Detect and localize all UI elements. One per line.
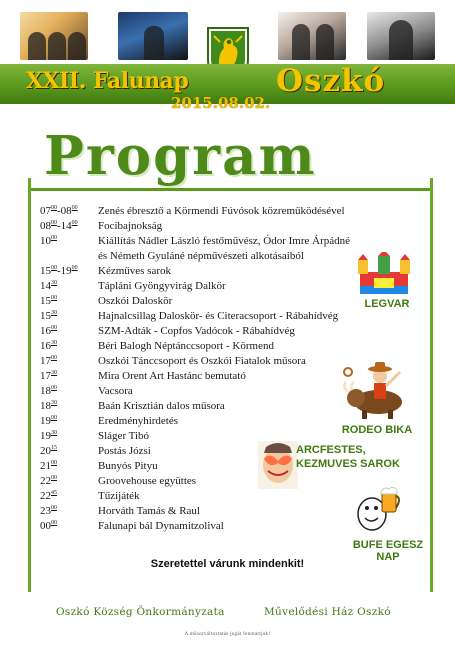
frame-left-rule (28, 178, 31, 592)
schedule-time: $18^{00}$ (40, 385, 57, 397)
frame-right-rule (430, 178, 433, 592)
schedule-row (40, 489, 360, 504)
photo-brass-band (20, 12, 88, 60)
bouncy-castle-icon (356, 252, 412, 296)
schedule-event: Focibajnokság (98, 220, 163, 232)
schedule-time: $14^{30}$ (40, 280, 57, 292)
schedule-time: $22^{45}$ (40, 490, 57, 502)
schedule-time: $15^{00}$ (40, 295, 57, 307)
schedule-time: $10^{00}$ (40, 235, 57, 247)
org-cultural-house: Művelődési Ház Oszkó (264, 606, 391, 618)
schedule-time: $16^{30}$ (40, 340, 57, 352)
schedule-row (40, 234, 360, 264)
schedule-time: $20^{15}$ (40, 445, 57, 457)
arcfestes-label-1: ARCFESTES, (296, 444, 366, 456)
schedule-time: $19^{00}$ (40, 415, 57, 427)
schedule-event: Eredményhirdetés (98, 415, 179, 427)
schedule-event: Groovehouse együttes (98, 475, 197, 487)
schedule-time: $23^{00}$ (40, 505, 57, 517)
schedule-time: $15^{00}-19^{00}$ (40, 265, 78, 277)
schedule-row (40, 399, 360, 414)
schedule-list (40, 204, 360, 534)
schedule-event: Tápláni Gyöngyvirág Dalkör (98, 280, 226, 292)
schedule-time: $16^{00}$ (40, 325, 57, 337)
schedule-row (40, 339, 360, 354)
event-title: XXII. Falunap (26, 68, 189, 94)
schedule-time: $00^{00}$ (40, 520, 57, 532)
frame-top-rule (30, 188, 430, 191)
schedule-event: Baán Krisztián dalos műsora (98, 400, 225, 412)
photo-performer-hat (118, 12, 188, 60)
schedule-row (40, 429, 360, 444)
rodeo-bull-icon (338, 358, 412, 420)
schedule-row (40, 279, 360, 294)
schedule-time: $18^{30}$ (40, 400, 57, 412)
schedule-event: Kiállítás Nádler László festőművész, Ódor Imre Árpádné és Németh Gyuláné népművészeti alkotásaiból (98, 235, 350, 262)
rodeo-label: RODEO BIKA (341, 424, 413, 436)
schedule-event: Kézműves sarok (98, 265, 172, 277)
village-name: Oszkó (276, 63, 386, 99)
schedule-event: Hajnalcsillag Daloskör- és Citeracsoport - Rábahídvég (98, 310, 339, 322)
org-municipality: Oszkó Község Önkormányzata (56, 606, 225, 618)
schedule-row (40, 474, 360, 489)
schedule-row (40, 354, 360, 369)
schedule-time: $15^{30}$ (40, 310, 57, 322)
schedule-event: SZM-Adták - Copfos Vadócok - Rábahídvég (98, 325, 295, 337)
face-painting-icon (258, 441, 298, 489)
schedule-row (40, 504, 360, 519)
footnote-disclaimer: A műsorváltoztatás jogát fenntartjuk! (184, 632, 271, 637)
schedule-row (40, 309, 360, 324)
schedule-row (40, 219, 360, 234)
schedule-time: $08^{00}-14^{00}$ (40, 220, 78, 232)
schedule-event: Zenés ébresztő a Körmendi Fúvósok közreműködésével (98, 205, 345, 217)
schedule-row (40, 264, 360, 279)
beer-mug-icon (352, 484, 404, 536)
schedule-row (40, 324, 360, 339)
event-date: 2015.08.02. (171, 94, 271, 112)
schedule-time: $17^{30}$ (40, 370, 57, 382)
schedule-event: Vacsora (98, 385, 133, 397)
bufe-label: BUFE EGESZ NAP (352, 539, 424, 563)
schedule-event: Oszkói Tánccsoport és Oszkói Fiatalok műsora (98, 355, 306, 367)
schedule-time: $17^{00}$ (40, 355, 57, 367)
schedule-event: Mira Orent Art Hastánc bemutató (98, 370, 246, 382)
schedule-event: Béri Balogh Néptánccsoport - Körmend (98, 340, 274, 352)
schedule-event: Bunyós Pityu (98, 460, 158, 472)
schedule-event: Horváth Tamás & Raul (98, 505, 200, 517)
schedule-time: $22^{00}$ (40, 475, 57, 487)
schedule-event: Oszkói Daloskör (98, 295, 173, 307)
schedule-event: Falunapi bál Dynamitzolival (98, 520, 224, 532)
legvar-label: LEGVAR (364, 298, 410, 310)
schedule-time: $07^{00}-08^{00}$ (40, 205, 78, 217)
schedule-event: Sláger Tibó (98, 430, 150, 442)
schedule-row (40, 369, 360, 384)
schedule-row (40, 414, 360, 429)
photo-singers-duo (278, 12, 346, 60)
schedule-row (40, 384, 360, 399)
photo-singer-portrait (367, 12, 435, 60)
closing-message: Szeretettel várunk mindenkit! (150, 558, 305, 570)
schedule-event: Postás Józsi (98, 445, 151, 457)
arcfestes-label-2: KEZMUVES SAROK (296, 458, 400, 470)
schedule-row (40, 204, 360, 219)
schedule-row (40, 294, 360, 309)
schedule-time: $19^{30}$ (40, 430, 57, 442)
schedule-time: $21^{00}$ (40, 460, 57, 472)
schedule-event: Tűzijáték (98, 490, 140, 502)
schedule-row (40, 519, 360, 534)
program-heading: Program (44, 125, 317, 187)
